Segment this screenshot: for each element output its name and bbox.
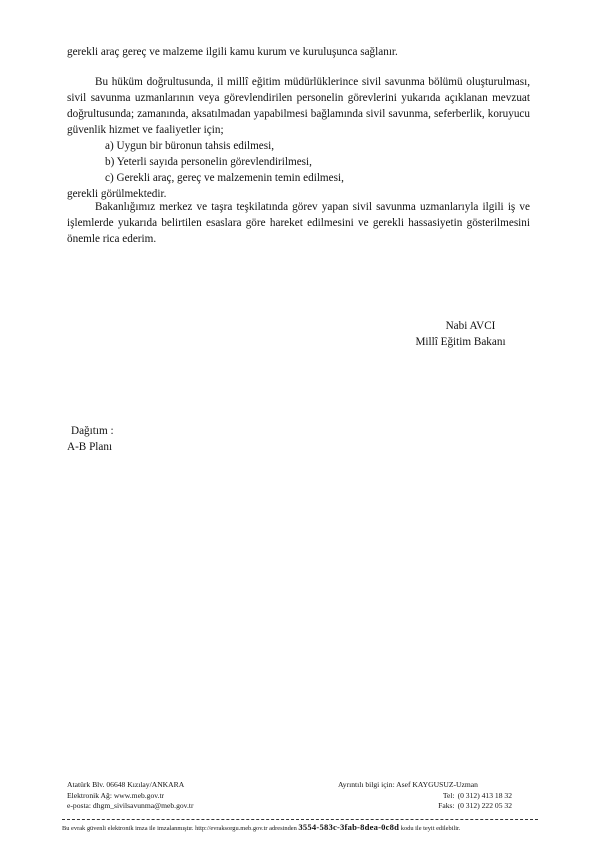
- intro-fragment-block: [67, 44, 530, 60]
- footer-email: e-posta: dhgm_sivilsavunma@meb.gov.tr: [67, 801, 194, 810]
- list-item-b: b) Yeterli sayıda personelin görevlendirilmesi,: [105, 156, 312, 168]
- distribution-label: Dağıtım :: [71, 425, 114, 437]
- intro-fragment: gerekli araç gereç ve malzeme ilgili kamu kurum ve kuruluşunca sağlanır.: [67, 46, 398, 58]
- footer-fax: (0 312) 222 05 32: [457, 801, 512, 810]
- main-paragraph: Bu hüküm doğrultusunda, il millî eğitim müdürlüklerince sivil savunma bölümü oluşturulması, sivil savunma uzmanlarının veya görevlendirilen personelin görevlerini yukarıda açıklanan mevzuat doğrultusunda; zamanında, aksatılmadan yapabilmesi bağlamında sivil savunma, seferberlik, koruyucu güvenlik hizmet ve faaliyetler için;: [67, 76, 530, 136]
- verification-code: 3554-583c-3fab-8dea-0c8d: [298, 822, 400, 832]
- footer-fax-row: [338, 801, 512, 812]
- footer-tel-label: Tel:: [442, 790, 455, 800]
- footer-network: Elektronik Ağ: www.meb.gov.tr: [67, 790, 165, 800]
- list-item-c: c) Gerekli araç, gereç ve malzemenin temin edilmesi,: [105, 172, 344, 184]
- second-paragraph-block: [67, 199, 530, 247]
- footer-address: Atatürk Blv. 06648 Kızılay/ANKARA: [67, 780, 185, 789]
- list-item-a: a) Uygun bir büronun tahsis edilmesi,: [105, 140, 275, 152]
- main-paragraph-block: [67, 74, 530, 202]
- verification-suffix: kodu ile teyit edilebilir.: [400, 825, 461, 832]
- footer-contact: Ayrıntılı bilgi için: Asef KAYGUSUZ-Uzman: [338, 780, 478, 789]
- second-paragraph: Bakanlığımız merkez ve taşra teşkilatında görev yapan sivil savunma uzmanlarıyla ilgili iş ve işlemlerde yukarıda belirtilen esaslara göre hareket edilmesini ve gerekli hassasiyetin gösterilmesini önemle rica ederim.: [67, 201, 530, 245]
- distribution-value: A-B Planı: [67, 441, 113, 453]
- footer-address-block: [67, 780, 194, 812]
- footer-divider: [62, 819, 538, 820]
- distribution-block: [67, 423, 114, 455]
- footer-tel: (0 312) 413 18 32: [457, 790, 512, 800]
- footer-contact-row: [338, 780, 512, 791]
- signatory-name: Nabi AVCI: [445, 320, 496, 332]
- closing-line: gerekli görülmektedir.: [67, 188, 167, 200]
- footer-contact-block: [338, 780, 512, 812]
- signatory-title: Millî Eğitim Bakanı: [415, 336, 506, 348]
- verification-prefix: Bu evrak güvenli elektronik imza ile imzalanmıştır. http://evraksorgu.meb.gov.tr adresinden: [62, 825, 297, 832]
- verification-line: [62, 822, 538, 834]
- footer-fax-label: Faks:: [438, 801, 455, 810]
- footer-tel-row: [338, 791, 512, 802]
- signature-block: [398, 318, 523, 350]
